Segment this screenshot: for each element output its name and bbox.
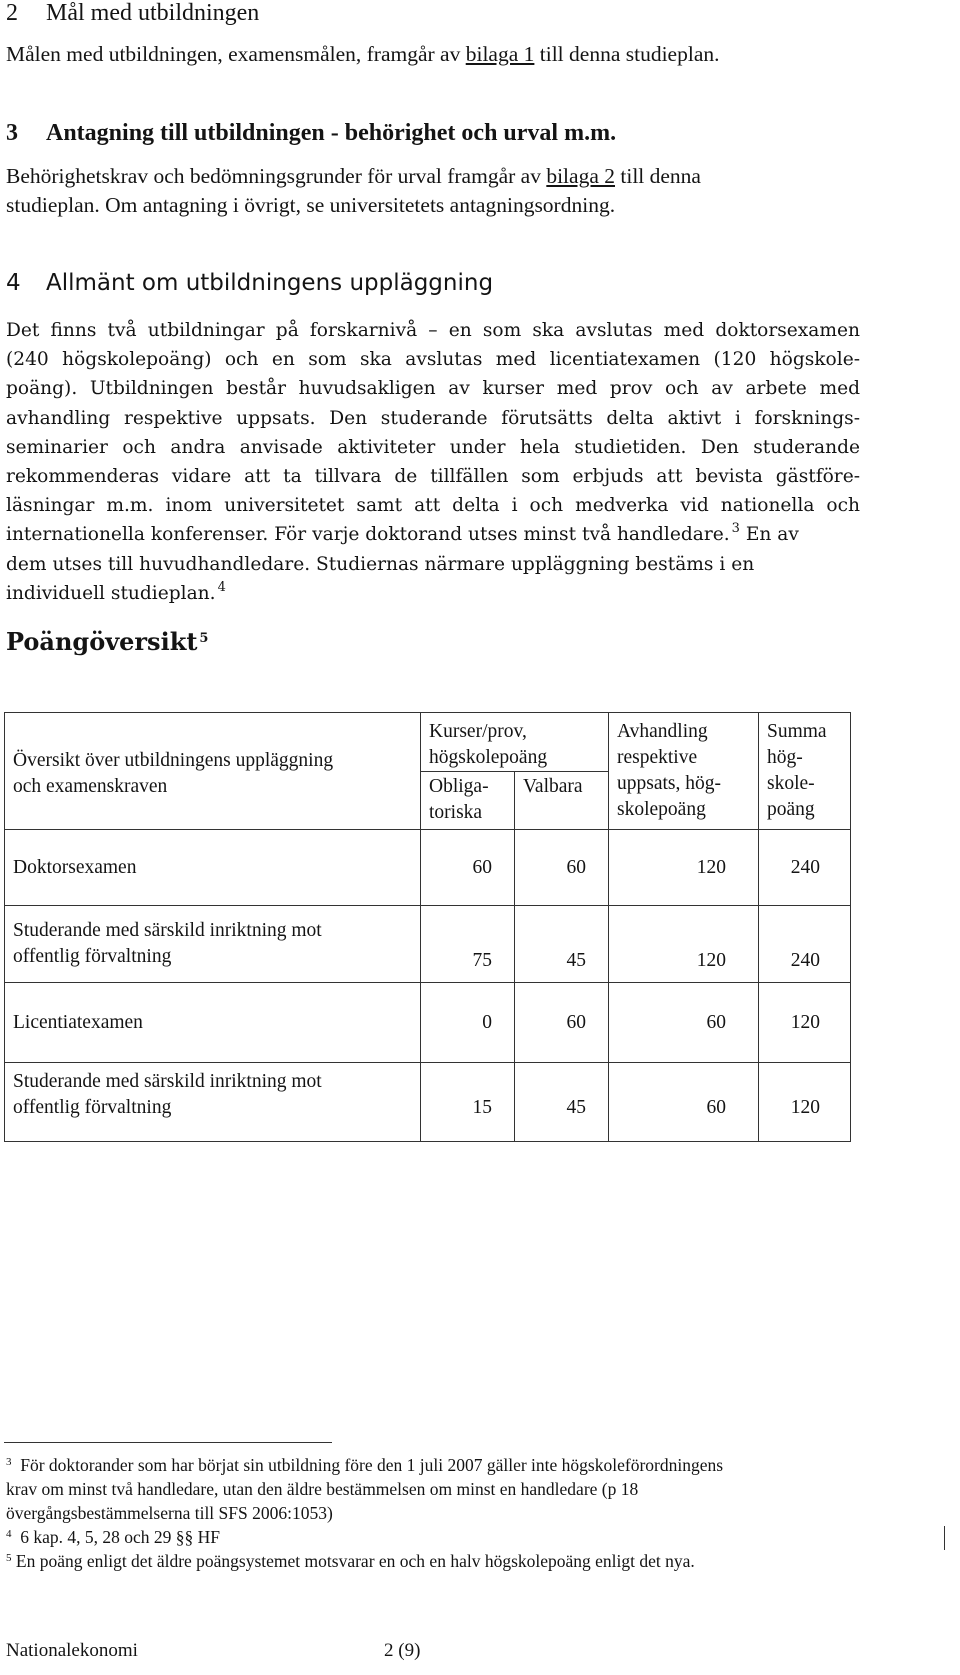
footnote-mark: 3 bbox=[6, 1456, 12, 1468]
row-label bbox=[5, 830, 421, 906]
section-4-heading bbox=[6, 270, 493, 296]
corner-header-line: och examenskraven bbox=[13, 776, 168, 797]
total-header-line: hög- bbox=[767, 747, 803, 768]
footnote-separator bbox=[4, 1442, 332, 1443]
paragraph-line: dem utses till huvudhandledare. Studiernas närmare uppläggning bestäms i en bbox=[6, 553, 755, 575]
section-3-heading bbox=[6, 120, 616, 147]
row-label-line: Licentiatexamen bbox=[13, 1011, 143, 1033]
footnotes bbox=[6, 1453, 906, 1573]
courses-header-line: Kurser/prov, bbox=[429, 721, 527, 742]
mandatory-value: 0 bbox=[421, 983, 515, 1063]
footnote-text: För doktorander som har börjat sin utbildning före den 1 juli 2007 gäller inte högskoleförordningens bbox=[20, 1455, 724, 1475]
elective-value: 60 bbox=[515, 830, 609, 906]
footnote-mark: 5 bbox=[6, 1552, 12, 1564]
table-header-row bbox=[5, 713, 851, 772]
footnote-ref-5[interactable]: 5 bbox=[199, 631, 209, 646]
section-3-text-mid: till denna bbox=[615, 164, 701, 188]
total-header-line: Summa bbox=[767, 721, 827, 742]
paragraph-line: rekommenderas vidare att ta tillvara de tillfällen som erbjuds att bevista gästföre- bbox=[6, 466, 860, 488]
total-value: 120 bbox=[759, 983, 851, 1063]
mandatory-header-line: toriska bbox=[429, 802, 483, 823]
mandatory-value: 60 bbox=[421, 830, 515, 906]
footnote-text: En poäng enligt det äldre poängsystemet motsvarar en och en halv högskolepoäng enligt det nya. bbox=[15, 1551, 695, 1571]
thesis-value: 120 bbox=[609, 830, 759, 906]
paragraph-line-text: individuell studieplan. bbox=[6, 582, 216, 604]
elective-header: Valbara bbox=[515, 772, 609, 830]
credits-table bbox=[4, 712, 851, 1142]
section-2-title: Mål med utbildningen bbox=[46, 0, 260, 26]
section-3-text-start: Behörighetskrav och bedömningsgrunder för urval framgår av bbox=[6, 164, 547, 188]
total-value: 240 bbox=[759, 830, 851, 906]
paragraph-line: läsningar m.m. inom universitetet samt att delta i och medverka vid nationella och bbox=[6, 495, 860, 517]
paragraph-line: poäng). Utbildningen består huvudsakligen av kurser med prov och av arbete med bbox=[6, 378, 860, 400]
table-row bbox=[5, 983, 851, 1063]
courses-header bbox=[421, 713, 609, 772]
row-label bbox=[5, 906, 421, 983]
elective-value: 45 bbox=[515, 1063, 609, 1142]
bilaga-1-link[interactable]: bilaga 1 bbox=[465, 42, 535, 66]
row-label-line: offentlig förvaltning bbox=[13, 1097, 172, 1118]
footnote-ref-3[interactable]: 3 bbox=[731, 521, 740, 537]
mandatory-value: 75 bbox=[421, 906, 515, 983]
section-3-number: 3 bbox=[6, 120, 18, 146]
points-overview-heading bbox=[6, 627, 208, 656]
courses-header-line: högskolepoäng bbox=[429, 747, 548, 768]
section-3-title: Antagning till utbildningen - behörighet och urval m.m. bbox=[46, 120, 617, 146]
paragraph-line: seminarier och andra anvisade aktiviteter under hela studietiden. Den studerande bbox=[6, 436, 860, 458]
bilaga-2-link[interactable]: bilaga 2 bbox=[546, 164, 615, 188]
footer-page-number: 2 (9) bbox=[384, 1640, 421, 1661]
footnote-ref-4[interactable]: 4 bbox=[217, 579, 226, 595]
paragraph-line bbox=[6, 579, 860, 608]
section-4-title: Allmänt om utbildningens uppläggning bbox=[46, 270, 494, 296]
thesis-value: 60 bbox=[609, 1063, 759, 1142]
footnote-mark: 4 bbox=[6, 1528, 12, 1540]
elective-value: 45 bbox=[515, 906, 609, 983]
total-value: 120 bbox=[759, 1063, 851, 1142]
row-label-line: Studerande med särskild inriktning mot bbox=[13, 1071, 322, 1092]
thesis-header-line: skolepoäng bbox=[617, 799, 706, 820]
total-header bbox=[759, 713, 851, 830]
points-overview-title: Poängöversikt bbox=[6, 627, 198, 656]
section-3-text bbox=[6, 162, 701, 220]
section-2-text-end: till denna studieplan. bbox=[534, 42, 720, 66]
mandatory-header-line: Obliga- bbox=[429, 776, 489, 797]
paragraph-line: avhandling respektive uppsats. Den studerande förutsätts delta aktivt i forsknings- bbox=[6, 407, 860, 429]
table-row bbox=[5, 906, 851, 983]
mandatory-value: 15 bbox=[421, 1063, 515, 1142]
footer-department: Nationalekonomi bbox=[6, 1640, 138, 1661]
thesis-value: 120 bbox=[609, 906, 759, 983]
footnote-text: 6 kap. 4, 5, 28 och 29 §§ HF bbox=[20, 1527, 221, 1547]
footnote-4 bbox=[6, 1525, 906, 1549]
row-label bbox=[5, 983, 421, 1063]
section-3-text-line2: studieplan. Om antagning i övrigt, se universitetets antagningsordning. bbox=[6, 193, 616, 217]
thesis-header-line: uppsats, hög- bbox=[617, 773, 721, 794]
change-bar bbox=[944, 1526, 945, 1550]
total-header-line: poäng bbox=[767, 799, 815, 820]
paragraph-line: (240 högskolepoäng) och en som ska avslutas med licentiatexamen (120 högskole- bbox=[6, 349, 860, 371]
table-row bbox=[5, 1063, 851, 1142]
row-label-line: Doktorsexamen bbox=[13, 856, 137, 878]
footnote-text: övergångsbestämmelserna till SFS 2006:1053) bbox=[6, 1503, 333, 1523]
thesis-header-line: Avhandling bbox=[617, 721, 708, 742]
section-4-number: 4 bbox=[6, 270, 21, 296]
paragraph-line-text: internationella konferenser. För varje doktorand utses minst två handledare. bbox=[6, 524, 730, 546]
section-2-heading bbox=[6, 0, 259, 27]
paragraph-line bbox=[6, 520, 860, 549]
section-2-number: 2 bbox=[6, 0, 18, 26]
paragraph-line: Det finns två utbildningar på forskarnivå – en som ska avslutas med doktorsexamen bbox=[6, 320, 860, 341]
footnote-text: krav om minst två handledare, utan den äldre bestämmelsen om minst en handledare (p 18 bbox=[6, 1479, 639, 1499]
mandatory-header bbox=[421, 772, 515, 830]
row-label bbox=[5, 1063, 421, 1142]
table-corner-header bbox=[5, 713, 421, 830]
corner-header-line: Översikt över utbildningens uppläggning bbox=[13, 750, 334, 771]
paragraph-line-text: En av bbox=[739, 524, 799, 546]
thesis-header-line: respektive bbox=[617, 747, 698, 768]
footnote-5 bbox=[6, 1549, 906, 1573]
total-value: 240 bbox=[759, 906, 851, 983]
row-label-line: Studerande med särskild inriktning mot bbox=[13, 920, 322, 941]
total-header-line: skole- bbox=[767, 773, 815, 794]
section-4-paragraph bbox=[6, 316, 860, 608]
table-row bbox=[5, 830, 851, 906]
footnote-3 bbox=[6, 1453, 906, 1525]
elective-value: 60 bbox=[515, 983, 609, 1063]
thesis-value: 60 bbox=[609, 983, 759, 1063]
thesis-header bbox=[609, 713, 759, 830]
section-2-text bbox=[6, 40, 720, 69]
section-2-text-start: Målen med utbildningen, examensmålen, framgår av bbox=[6, 42, 466, 66]
row-label-line: offentlig förvaltning bbox=[13, 946, 172, 967]
